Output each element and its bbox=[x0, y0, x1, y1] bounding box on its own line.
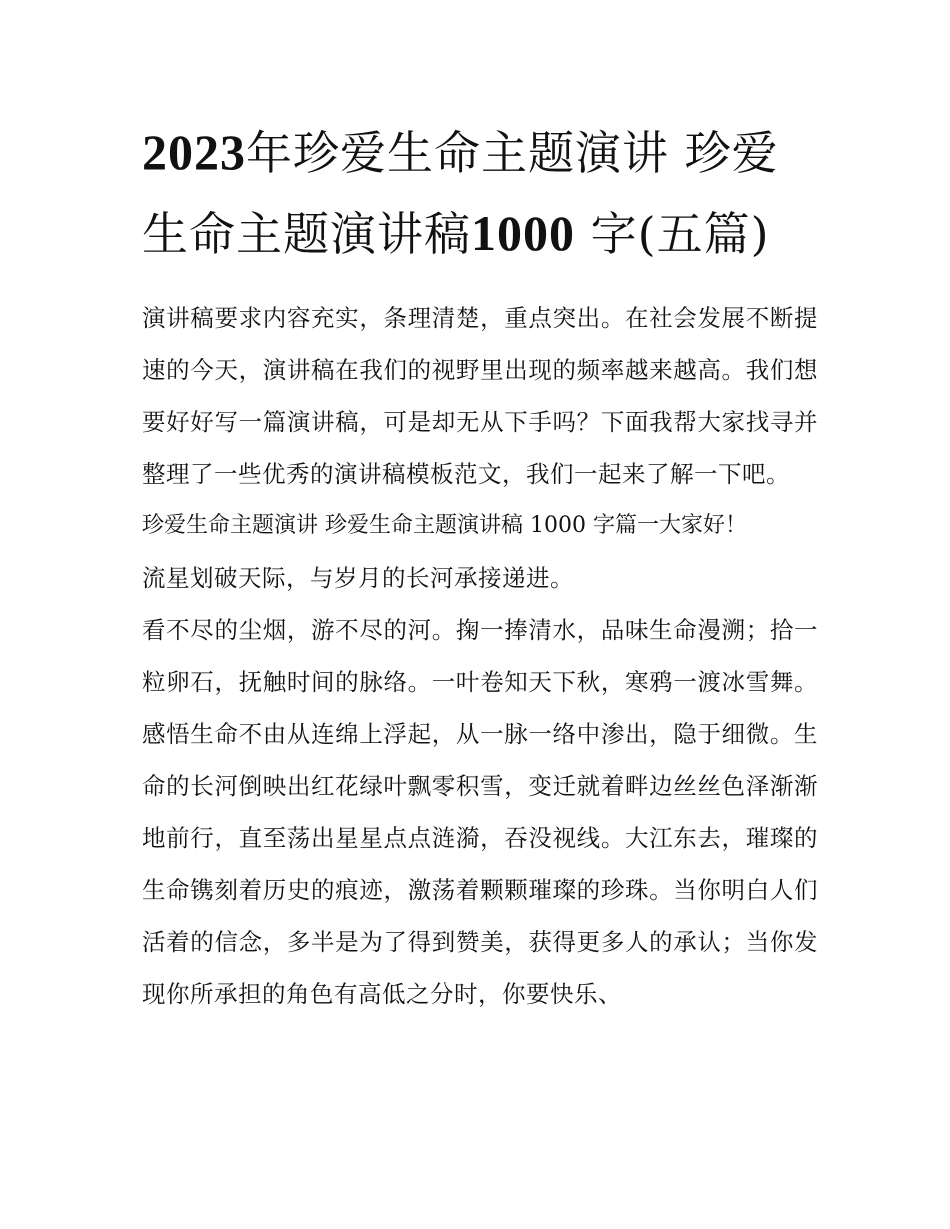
title-suffix: 字(五篇) bbox=[575, 207, 770, 261]
title-main: 年珍爱生命主题演讲 珍爱生命主题演讲稿 bbox=[142, 126, 779, 261]
title-wordcount: 1000 bbox=[471, 205, 575, 261]
paragraph-section-heading: 珍爱生命主题演讲 珍爱生命主题演讲稿 1000 字篇一大家好！ bbox=[142, 513, 747, 538]
document-body bbox=[142, 292, 818, 1020]
paragraph-line: 流星划破天际，与岁月的长河承接递进。 bbox=[142, 564, 574, 592]
document-page bbox=[142, 112, 818, 1020]
title-year: 2023 bbox=[142, 124, 246, 180]
paragraph-intro: 演讲稿要求内容充实，条理清楚，重点突出。在社会发展不断提速的今天，演讲稿在我们的视野里出现的频率越来越高。我们想要好好写一篇演讲稿，可是却无从下手吗？下面我帮大家找寻并整理了一些优秀的演讲稿模板范文，我们一起来了解一下吧。 bbox=[142, 304, 818, 488]
paragraph-body: 看不尽的尘烟，游不尽的河。掬一捧清水，品味生命漫溯；拾一粒卵石，抚触时间的脉络。一叶卷知天下秋，寒鸦一渡冰雪舞。感悟生命不由从连绵上浮起，从一脉一络中渗出，隐于细微。生命的长河倒映出红花绿叶飘零积雪，变迁就着畔边丝丝色泽渐渐地前行，直至荡出星星点点涟漪，吞没视线。大江东去，璀璨的生命镌刻着历史的痕迹，激荡着颗颗璀璨的珍珠。当你明白人们活着的信念，多半是为了得到赞美，获得更多人的承认；当你发现你所承担的角色有高低之分时，你要快乐、 bbox=[142, 616, 818, 1008]
document-title bbox=[142, 112, 818, 274]
